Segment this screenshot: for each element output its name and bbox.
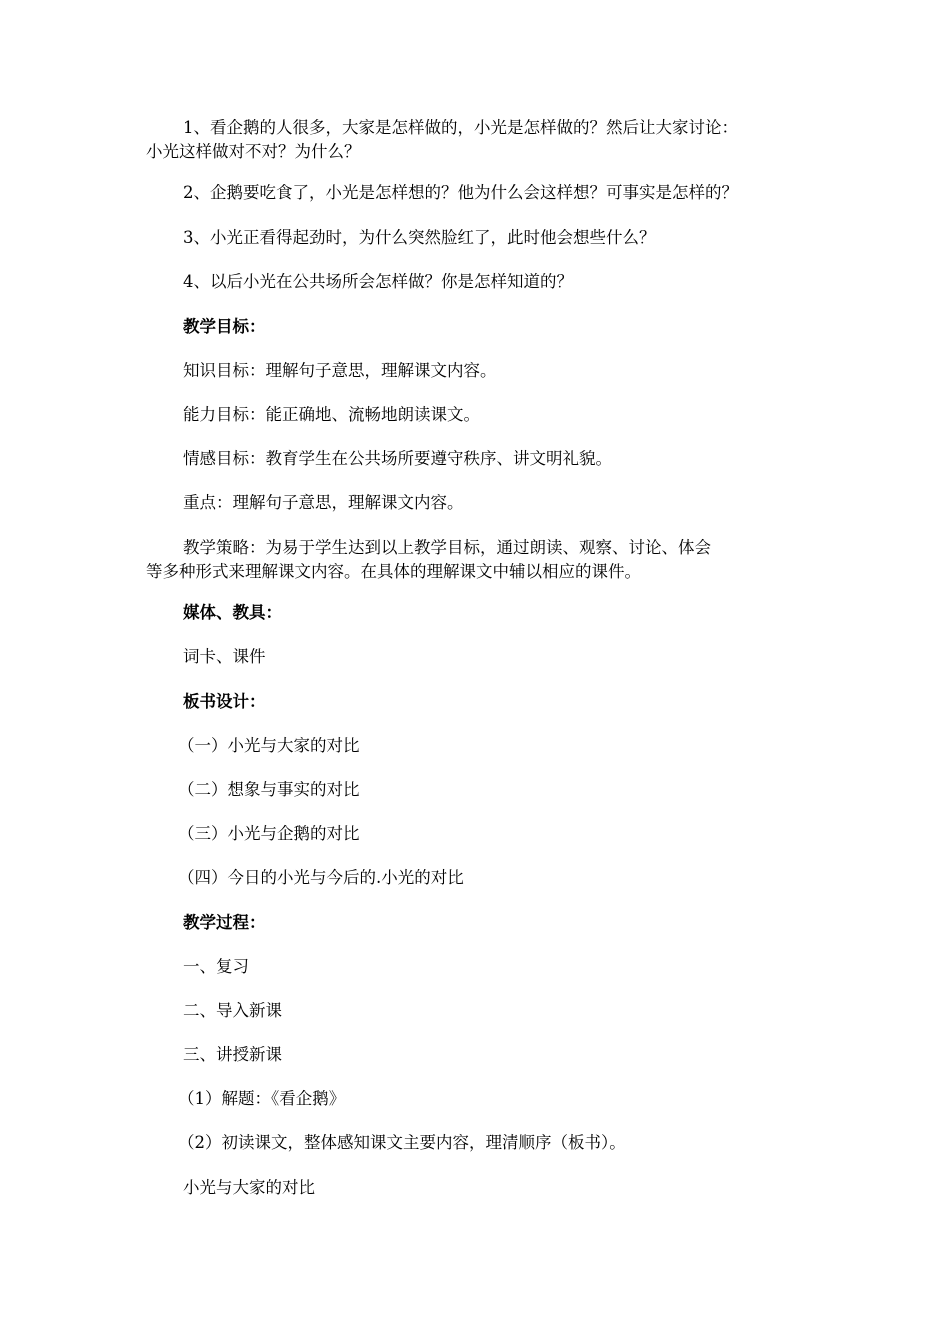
board-item-2: （二）想象与事实的对比 (178, 780, 360, 799)
question-1-line-1: 1、看企鹅的人很多，大家是怎样做的，小光是怎样做的？然后让大家讨论： (183, 118, 738, 137)
media-heading: 媒体、教具： (183, 603, 282, 622)
question-4: 4、以后小光在公共场所会怎样做？你是怎样知道的？ (183, 272, 573, 291)
question-1-line-2: 小光这样做对不对？为什么？ (146, 142, 361, 161)
question-1 (146, 116, 826, 164)
board-design-heading: 板书设计： (183, 692, 266, 711)
question-3: 3、小光正看得起劲时，为什么突然脸红了，此时他会想些什么？ (183, 228, 656, 247)
board-item-3: （三）小光与企鹅的对比 (178, 824, 360, 843)
goal-emotion: 情感目标：教育学生在公共场所要遵守秩序、讲文明礼貌。 (183, 449, 612, 468)
process-substep-1: （1）解题：《看企鹅》 (178, 1089, 346, 1108)
goal-ability: 能力目标：能正确地、流畅地朗读课文。 (183, 405, 480, 424)
teaching-process-heading: 教学过程： (183, 913, 266, 932)
teaching-strategy (146, 536, 826, 584)
media-list: 词卡、课件 (183, 647, 266, 666)
board-item-1: （一）小光与大家的对比 (178, 736, 360, 755)
process-note: 小光与大家的对比 (183, 1178, 315, 1197)
teaching-strategy-line-1: 教学策略：为易于学生达到以上教学目标，通过朗读、观察、讨论、体会 (183, 538, 711, 557)
teaching-goals-heading: 教学目标： (183, 317, 266, 336)
goal-knowledge: 知识目标：理解句子意思，理解课文内容。 (183, 361, 497, 380)
process-step-1: 一、复习 (183, 957, 249, 976)
teaching-strategy-line-2: 等多种形式来理解课文内容。在具体的理解课文中辅以相应的课件。 (146, 562, 641, 581)
process-step-3: 三、讲授新课 (183, 1045, 282, 1064)
process-step-2: 二、导入新课 (183, 1001, 282, 1020)
process-substep-2: （2）初读课文，整体感知课文主要内容，理清顺序（板书）。 (178, 1133, 626, 1152)
key-point: 重点：理解句子意思，理解课文内容。 (183, 493, 464, 512)
board-item-4: （四）今日的小光与今后的.小光的对比 (178, 868, 464, 887)
question-2: 2、企鹅要吃食了，小光是怎样想的？他为什么会这样想？可事实是怎样的？ (183, 183, 738, 202)
